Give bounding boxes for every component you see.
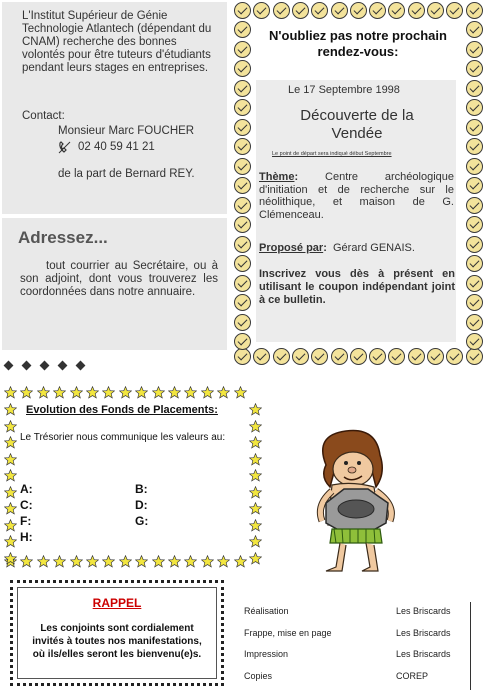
clock-icon (331, 348, 348, 365)
clock-icon (234, 119, 251, 136)
rdv-signup: Inscrivez vous dès à présent en utilisant le coupon indépendant joint à ce bulletin. (259, 268, 455, 306)
star-icon (4, 519, 17, 532)
credits-divider (470, 602, 471, 690)
adressez-title: Adressez... (18, 228, 108, 247)
star-icon (4, 420, 17, 433)
star-icon (249, 502, 262, 515)
clock-icon (466, 197, 483, 214)
clock-icon (466, 294, 483, 311)
fund-label-c: C: (20, 498, 33, 512)
clock-icon (369, 348, 386, 365)
clock-icon (466, 138, 483, 155)
contact-from: de la part de Bernard REY. (58, 168, 195, 180)
credit-role-2: Frappe, mise en page (244, 628, 332, 638)
star-icon (86, 555, 99, 568)
star-icon (135, 555, 148, 568)
fund-label-f: F: (20, 514, 32, 528)
clock-icon (234, 138, 251, 155)
star-icon (70, 555, 83, 568)
clock-icon (234, 41, 251, 58)
star-icon (234, 386, 247, 399)
funds-intro: Le Trésorier nous communique les valeurs au: (20, 432, 226, 443)
contact-name: Monsieur Marc FOUCHER (58, 125, 195, 137)
credit-who-3: Les Briscards (396, 649, 451, 659)
theme-label: Thème (259, 171, 295, 183)
clock-icon (234, 60, 251, 77)
clock-icon (466, 80, 483, 97)
star-icon (184, 555, 197, 568)
funds-left-labels (20, 481, 33, 545)
credit-who-2: Les Briscards (396, 628, 451, 638)
star-icon (152, 386, 165, 399)
clock-icon (234, 158, 251, 175)
star-icon (53, 555, 66, 568)
clock-icon (369, 2, 386, 19)
clock-icon (466, 216, 483, 233)
clock-icon (466, 236, 483, 253)
clock-icon (388, 348, 405, 365)
clock-icon (234, 21, 251, 38)
contact-phone: 02 40 59 41 21 (78, 141, 155, 153)
clock-icon (234, 294, 251, 311)
clock-icon (408, 2, 425, 19)
clock-icon (311, 2, 328, 19)
clock-icon (388, 2, 405, 19)
rappel-text: Les conjoints sont cordialement invités à toutes nos manifestations, où ils/elles seront les bienvenu(e)s. (32, 623, 202, 660)
phone-icon (58, 141, 72, 154)
clock-icon (408, 348, 425, 365)
star-icon (4, 436, 17, 449)
star-icon (4, 486, 17, 499)
clock-icon (466, 60, 483, 77)
star-icon (4, 386, 17, 399)
star-icon (86, 386, 99, 399)
fund-label-a: A: (20, 482, 33, 496)
star-icon (119, 386, 132, 399)
star-icon (249, 453, 262, 466)
clock-icon (427, 348, 444, 365)
diamond-icon (4, 361, 14, 371)
star-icon (217, 386, 230, 399)
clock-icon (466, 99, 483, 116)
clock-icon (446, 2, 463, 19)
clock-icon (350, 348, 367, 365)
rappel-title: RAPPEL (92, 596, 142, 610)
clock-icon (253, 2, 270, 19)
star-icon (102, 555, 115, 568)
clock-icon (234, 236, 251, 253)
contact-label: Contact: (22, 110, 65, 122)
clock-icon (466, 333, 483, 350)
star-icon (152, 555, 165, 568)
star-icon (249, 403, 262, 416)
diamond-icon (58, 361, 68, 371)
clock-icon (466, 314, 483, 331)
clock-icon (446, 348, 463, 365)
funds-title: Evolution des Fonds de Placements: (26, 404, 218, 416)
star-icon (102, 386, 115, 399)
clock-icon (466, 21, 483, 38)
star-icon (217, 555, 230, 568)
star-icon (53, 386, 66, 399)
rdv-event-title: Découverte de la Vendée (300, 107, 414, 142)
clock-icon (466, 275, 483, 292)
clock-icon (466, 119, 483, 136)
star-icon (4, 469, 17, 482)
clock-icon (466, 255, 483, 272)
star-icon (234, 555, 247, 568)
star-icon (4, 552, 17, 565)
clock-icon (234, 216, 251, 233)
star-icon (201, 555, 214, 568)
star-icon (249, 436, 262, 449)
star-icon (168, 386, 181, 399)
diamond-icon (76, 361, 86, 371)
star-icon (37, 386, 50, 399)
clock-icon (466, 348, 483, 365)
rdv-theme: Thème: Centre archéologique d'initiation et de recherche sur le néolithique, et maison de G. Clémenceau. (259, 171, 455, 221)
credit-role-3: Impression (244, 649, 289, 659)
clock-icon (350, 2, 367, 19)
proposed-label: Proposé par (259, 242, 324, 254)
star-icon (70, 386, 83, 399)
clock-icon (253, 348, 270, 365)
star-icon (201, 386, 214, 399)
clock-icon (292, 2, 309, 19)
star-icon (4, 403, 17, 416)
star-icon (249, 535, 262, 548)
clock-icon (427, 2, 444, 19)
clock-icon (292, 348, 309, 365)
clock-icon (234, 80, 251, 97)
adressez-body: tout courrier au Secrétaire, ou à son adjoint, dont vous trouverez les coordonnées dans notre annuaire. (20, 260, 218, 298)
clock-icon (466, 158, 483, 175)
clock-icon (234, 177, 251, 194)
clock-icon (331, 2, 348, 19)
rdv-proposed: Proposé par: Gérard GENAIS. (259, 242, 415, 254)
clock-icon (234, 255, 251, 272)
diamond-icon (40, 361, 50, 371)
credit-who-1: Les Briscards (396, 606, 451, 616)
credit-role-4: Copies (244, 671, 273, 681)
clock-icon (273, 348, 290, 365)
clock-icon (466, 2, 483, 19)
rdv-small-note: Le point de départ sera indiqué début Septembre (272, 151, 392, 157)
star-icon (168, 555, 181, 568)
clock-icon (466, 177, 483, 194)
star-icon (249, 552, 262, 565)
star-icon (249, 420, 262, 433)
caveman-illustration (296, 425, 416, 575)
clock-icon (273, 2, 290, 19)
star-icon (249, 469, 262, 482)
clock-icon (234, 314, 251, 331)
star-icon (119, 555, 132, 568)
fund-label-g: G: (135, 514, 149, 528)
diamond-icon (22, 361, 32, 371)
institut-intro: L'Institut Supérieur de Génie Technologie Atlantech (dépendant du CNAM) recherche des bonnes volontés pour être tuteurs d'étudiants pendant leurs stages en entreprises. (22, 10, 212, 74)
theme-text: Centre archéologique d'initiation et de recherche sur le néolithique, et maison de G. Clémenceau. (259, 171, 455, 221)
clock-icon (234, 197, 251, 214)
funds-right-labels (135, 481, 148, 529)
star-icon (135, 386, 148, 399)
fund-label-b: B: (135, 482, 148, 496)
clock-icon (311, 348, 328, 365)
star-icon (20, 386, 33, 399)
star-icon (20, 555, 33, 568)
clock-icon (466, 41, 483, 58)
proposed-text: Gérard GENAIS. (332, 242, 415, 254)
rdv-date: Le 17 Septembre 1998 (288, 84, 400, 96)
star-icon (4, 502, 17, 515)
star-icon (37, 555, 50, 568)
star-icon (4, 453, 17, 466)
fund-label-h: H: (20, 530, 33, 544)
star-icon (184, 386, 197, 399)
clock-icon (234, 99, 251, 116)
clock-icon (234, 333, 251, 350)
fund-label-d: D: (135, 498, 148, 512)
rdv-heading: N'oubliez pas notre prochain rendez-vous: (269, 28, 447, 59)
credit-who-4: COREP (396, 671, 429, 681)
clock-icon (234, 2, 251, 19)
clock-icon (234, 348, 251, 365)
star-icon (249, 519, 262, 532)
credit-role-1: Réalisation (244, 606, 289, 616)
clock-icon (234, 275, 251, 292)
star-icon (249, 486, 262, 499)
star-icon (4, 535, 17, 548)
